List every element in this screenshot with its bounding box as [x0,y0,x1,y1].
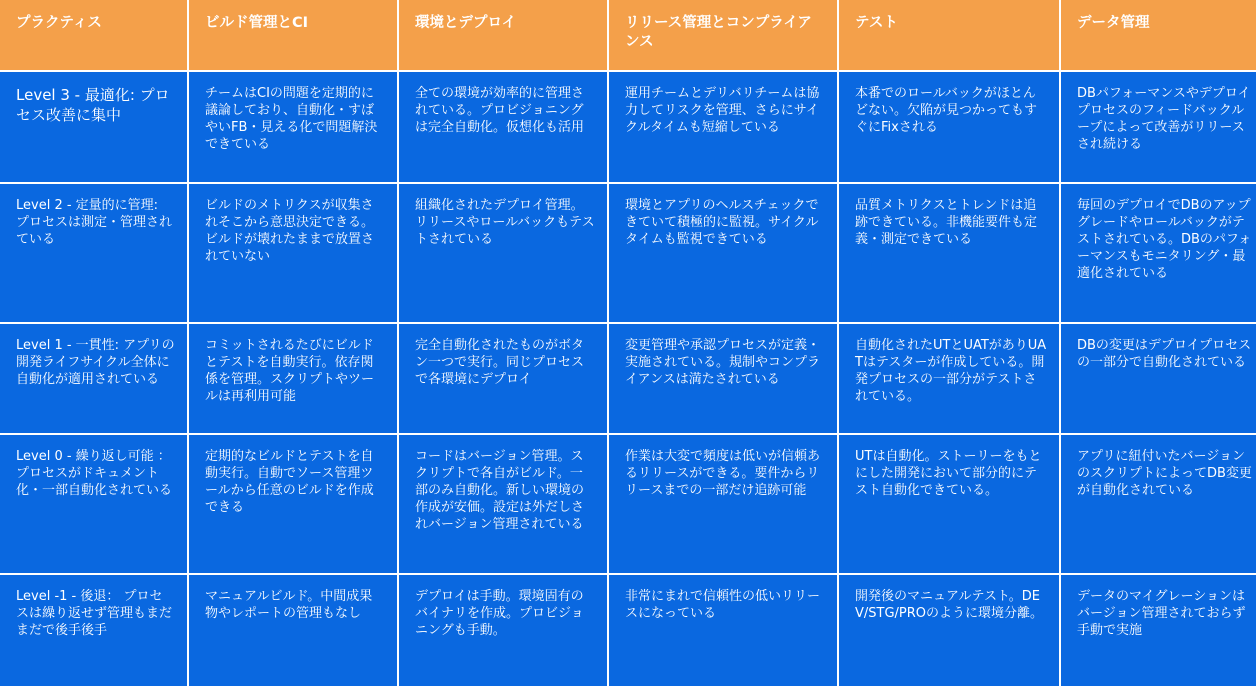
row-label-level-0: Level 0 - 繰り返し可能 ： プロセスがドキュメント化・一部自動化されている [0,435,187,573]
header-env-deploy: 環境とデプロイ [399,0,607,70]
cell-level-0-release-compliance: 作業は大変で頻度は低いが信頼あるリリースができる。要件からリリースまでの一部だけ追跡可能 [609,435,837,573]
header-build-ci: ビルド管理とCI [189,0,397,70]
cell-level-0-data-management: アプリに紐付いたバージョンのスクリプトによってDB変更が自動化されている [1061,435,1256,573]
header-data-management: データ管理 [1061,0,1256,70]
cell-level-1-build-ci: コミットされるたびにビルドとテストを自動実行。依存関係を管理。スクリプトやツールは再利用可能 [189,324,397,433]
cell-level-3-env-deploy: 全ての環境が効率的に管理されている。プロビジョニングは完全自動化。仮想化も活用 [399,72,607,182]
row-label-level-3: Level 3 - 最適化: プロセス改善に集中 [0,72,187,182]
cell-level-1-release-compliance: 変更管理や承認プロセスが定義・実施されている。規制やコンプライアンスは満たされている [609,324,837,433]
cell-level-2-build-ci: ビルドのメトリクスが収集されそこから意思決定できる。ビルドが壊れたままで放置されていない [189,184,397,322]
header-test: テスト [839,0,1059,70]
cell-level-minus-1-data-management: データのマイグレーションはバージョン管理されておらず手動で実施 [1061,575,1256,686]
cell-level-3-release-compliance: 運用チームとデリバリチームは協力してリスクを管理、さらにサイクルタイムも短縮している [609,72,837,182]
cell-level-2-data-management: 毎回のデプロイでDBのアップグレードやロールバックがテストされている。DBのパフォーマンスもモニタリング・最適化されている [1061,184,1256,322]
row-label-level-minus-1: Level -1 - 後退： プロセスは繰り返せず管理もまだまだで後手後手 [0,575,187,686]
header-release-compliance: リリース管理とコンプライアンス [609,0,837,70]
cell-level-3-test: 本番でのロールバックがほとんどない。欠陥が見つかってもすぐにFixされる [839,72,1059,182]
cell-level-1-env-deploy: 完全自動化されたものがボタン一つで実行。同じプロセスで各環境にデプロイ [399,324,607,433]
cell-level-2-env-deploy: 組織化されたデプロイ管理。リリースやロールバックもテストされている [399,184,607,322]
cell-level-0-env-deploy: コードはバージョン管理。スクリプトで各自がビルド。一部のみ自動化。新しい環境の作成が安価。設定は外だしされバージョン管理されている [399,435,607,573]
cell-level-minus-1-test: 開発後のマニュアルテスト。DEV/STG/PROのように環境分離。 [839,575,1059,686]
cell-level-1-data-management: DBの変更はデプロイプロセスの一部分で自動化されている [1061,324,1256,433]
cell-level-0-build-ci: 定期的なビルドとテストを自動実行。自動でソース管理ツールから任意のビルドを作成できる [189,435,397,573]
cell-level-minus-1-release-compliance: 非常にまれで信頼性の低いリリースになっている [609,575,837,686]
cell-level-3-data-management: DBパフォーマンスやデプロイプロセスのフィードバックループによって改善がリリースされ続ける [1061,72,1256,182]
cell-level-minus-1-env-deploy: デプロイは手動。環境固有のバイナリを作成。プロビジョニングも手動。 [399,575,607,686]
cell-level-0-test: UTは自動化。ストーリーをもとにした開発において部分的にテスト自動化できている。 [839,435,1059,573]
row-label-level-1: Level 1 - 一貫性: アプリの開発ライフサイクル全体に自動化が適用されている [0,324,187,433]
cell-level-1-test: 自動化されたUTとUATがありUATはテスターが作成している。開発プロセスの一部分がテストされている。 [839,324,1059,433]
header-practice: プラクティス [0,0,187,70]
cell-level-2-test: 品質メトリクスとトレンドは追跡できている。非機能要件も定義・測定できている [839,184,1059,322]
cell-level-2-release-compliance: 環境とアプリのヘルスチェックできていて積極的に監視。サイクルタイムも監視できている [609,184,837,322]
row-label-level-2: Level 2 - 定量的に管理: プロセスは測定・管理されている [0,184,187,322]
cell-level-minus-1-build-ci: マニュアルビルド。中間成果物やレポートの管理もなし [189,575,397,686]
cell-level-3-build-ci: チームはCIの問題を定期的に議論しており、自動化・すばやいFB・見える化で問題解決できている [189,72,397,182]
